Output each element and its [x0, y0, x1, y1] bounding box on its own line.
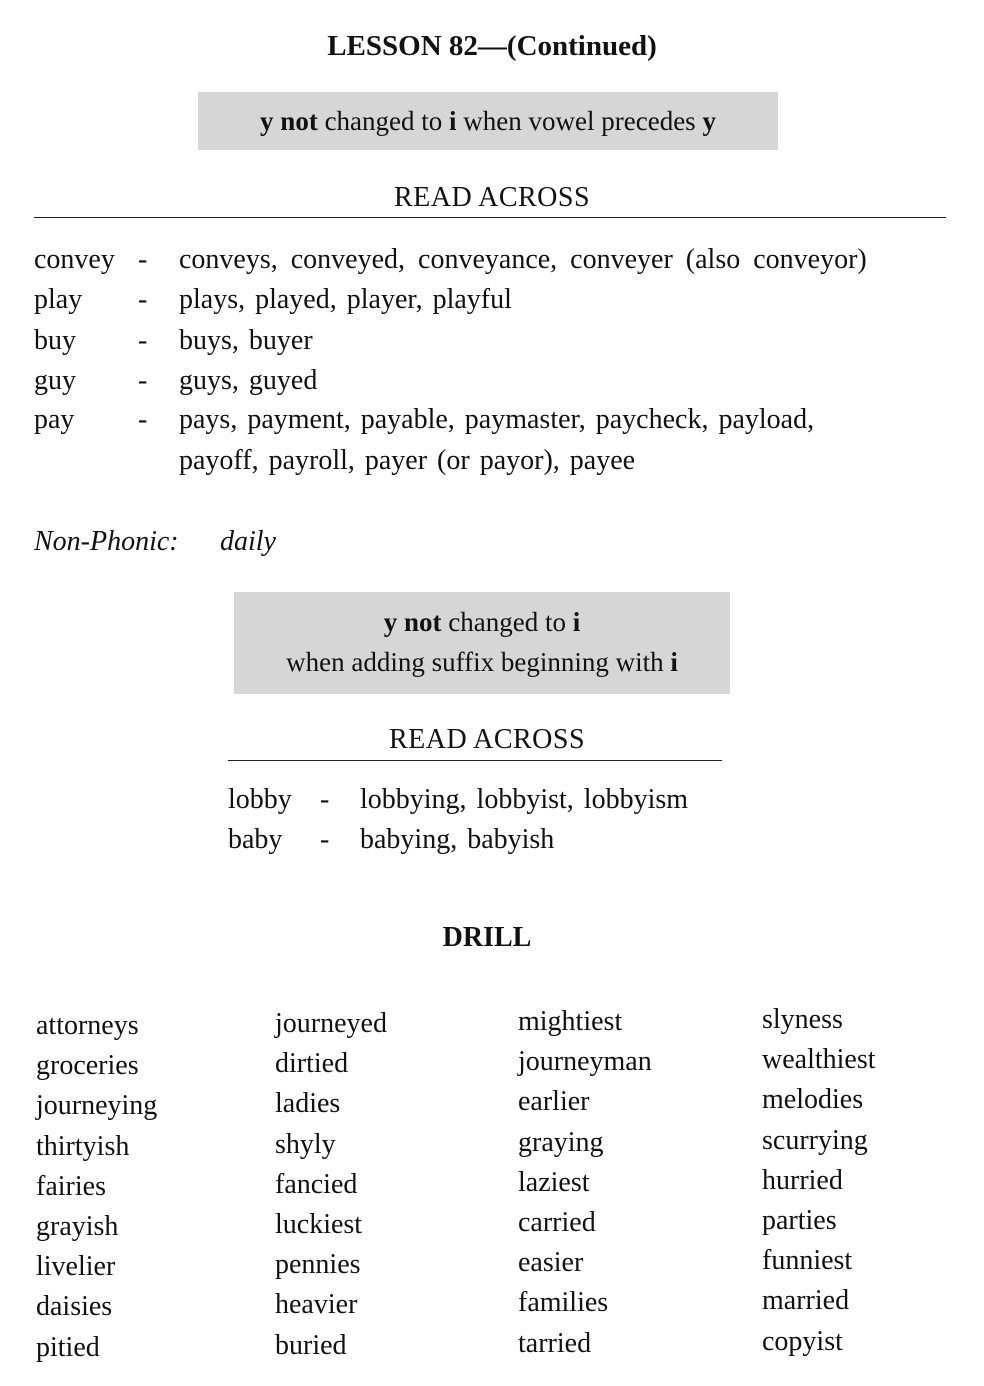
- drill-column-2: [275, 1004, 387, 1366]
- drill-word: wealthiest: [762, 1044, 876, 1076]
- dash: -: [320, 784, 330, 815]
- rule-bold-i: i: [449, 106, 457, 136]
- divider: [228, 760, 722, 761]
- drill-word: journeying: [36, 1090, 158, 1122]
- read-across-heading: READ ACROSS: [393, 182, 591, 213]
- drill-word: journeyed: [275, 1008, 387, 1039]
- word-forms: plays, played, player, playful: [179, 284, 512, 315]
- rule-text: when vowel precedes: [456, 106, 703, 136]
- rule-text: changed to: [317, 106, 450, 136]
- base-word: convey: [34, 244, 115, 275]
- drill-word: thirtyish: [36, 1130, 130, 1162]
- drill-word: tarried: [518, 1327, 592, 1359]
- drill-word: scurrying: [762, 1124, 868, 1156]
- drill-word: mightiest: [518, 1006, 623, 1037]
- rule-text: changed to: [441, 607, 573, 637]
- base-word: baby: [228, 824, 283, 855]
- drill-word: families: [518, 1287, 609, 1319]
- drill-column-4: [762, 1000, 876, 1362]
- drill-word: laziest: [518, 1166, 590, 1198]
- rule-box-vowel-precedes-y: [198, 92, 778, 150]
- non-phonic-line: [34, 526, 276, 558]
- word-forms: lobbying, lobbyist, lobbyism: [360, 784, 689, 815]
- drill-word: heavier: [275, 1289, 358, 1321]
- drill-word: pitied: [36, 1331, 100, 1363]
- drill-word: groceries: [36, 1050, 139, 1082]
- rule-text: when adding suffix beginning with: [286, 647, 671, 677]
- drill-word: livelier: [36, 1251, 116, 1283]
- drill-word: hurried: [762, 1164, 843, 1196]
- base-word: buy: [34, 325, 76, 356]
- drill-word: copyist: [762, 1325, 843, 1357]
- word-forms: conveys, conveyed, conveyance, conveyer (also conveyor): [179, 244, 867, 275]
- drill-word: melodies: [762, 1084, 864, 1116]
- drill-word: funniest: [762, 1245, 853, 1277]
- base-word: guy: [34, 365, 76, 396]
- base-word: lobby: [228, 784, 292, 815]
- dash: -: [138, 244, 148, 275]
- word-forms: pays, payment, payable, paymaster, paycheck, payload,: [179, 404, 815, 435]
- word-forms: guys, guyed: [179, 365, 318, 396]
- divider: [34, 217, 946, 218]
- rule-line-2: [234, 642, 730, 682]
- word-forms: buys, buyer: [179, 325, 313, 356]
- drill-word: earlier: [518, 1086, 590, 1118]
- drill-column-1: [36, 1006, 157, 1368]
- rule-bold-y-not: y not: [383, 607, 442, 637]
- rule-bold-y-not: y not: [260, 106, 318, 136]
- read-across-heading: READ ACROSS: [388, 724, 586, 755]
- rule-bold-i: i: [670, 647, 678, 677]
- dash: -: [138, 404, 148, 435]
- drill-word: dirtied: [275, 1048, 349, 1080]
- word-forms: babying, babyish: [360, 824, 555, 855]
- dash: -: [138, 365, 148, 396]
- rule-bold-y: y: [702, 106, 716, 136]
- drill-word: graying: [518, 1126, 604, 1158]
- drill-title: DRILL: [442, 922, 532, 953]
- rule-line-1: [234, 602, 730, 642]
- page-title: LESSON 82—(Continued): [327, 30, 657, 62]
- drill-word: shyly: [275, 1128, 336, 1160]
- drill-word: fancied: [275, 1168, 358, 1200]
- drill-word: ladies: [275, 1088, 341, 1120]
- drill-word: pennies: [275, 1249, 361, 1281]
- drill-word: carried: [518, 1207, 596, 1239]
- drill-word: journeyman: [518, 1046, 652, 1078]
- drill-word: grayish: [36, 1211, 119, 1243]
- drill-word: parties: [762, 1205, 837, 1237]
- drill-word: daisies: [36, 1291, 113, 1323]
- base-word: pay: [34, 404, 75, 435]
- dash: -: [138, 284, 148, 315]
- drill-word: buried: [275, 1329, 347, 1361]
- drill-word: easier: [518, 1247, 584, 1279]
- non-phonic-label: Non-Phonic:: [34, 526, 179, 557]
- drill-word: fairies: [36, 1170, 106, 1202]
- base-word: play: [34, 284, 83, 315]
- non-phonic-word: daily: [220, 526, 276, 557]
- word-forms: payoff, payroll, payer (or payor), payee: [179, 445, 636, 476]
- rule-bold-i: i: [572, 607, 581, 637]
- rule-box-suffix-beginning-with-i: [234, 592, 730, 694]
- dash: -: [320, 824, 330, 855]
- drill-word: attorneys: [36, 1010, 139, 1041]
- drill-word: slyness: [762, 1004, 843, 1035]
- drill-column-3: [518, 1002, 652, 1364]
- drill-word: married: [762, 1285, 850, 1317]
- dash: -: [138, 325, 148, 356]
- drill-word: luckiest: [275, 1209, 363, 1241]
